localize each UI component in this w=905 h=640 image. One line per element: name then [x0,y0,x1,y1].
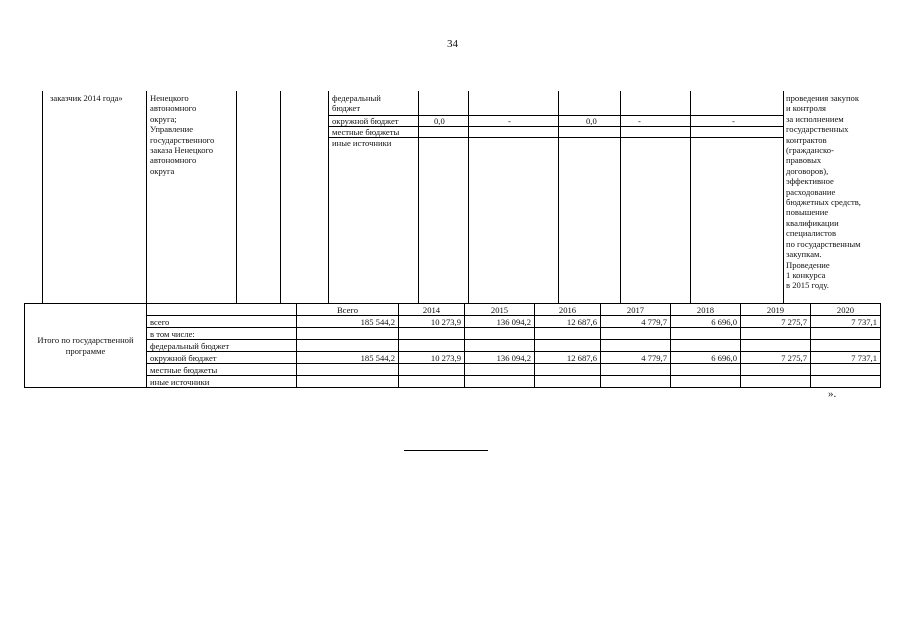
expected-result-cell: проведения закупок и контроля за исполнением государственных контрактов (гражданско- правовых договоров), эффективное расходование бюджетных средств, повышение квалификации специалистов по государственным закупкам. Проведение 1 конкурса в 2015 году. [786,93,861,291]
table-border [146,91,147,303]
totals-label: Итого по государственной программе [25,304,147,388]
row-name: окружной бюджет [147,352,297,364]
value-cell: 6 696,0 [671,352,741,364]
page-number: 34 [447,38,458,50]
executor-org-cell: Ненецкого автономного округа; Управление государственного заказа Ненецкого автономного округа [150,93,215,176]
header-cell: 2020 [811,304,881,316]
table-row [25,352,881,364]
value-cell [671,364,741,376]
value-cell [297,376,399,388]
value-cell [297,364,399,376]
header-cell: 2017 [601,304,671,316]
table-border [328,91,329,303]
value-cell [297,328,399,340]
value-cell [535,328,601,340]
header-cell: 2019 [741,304,811,316]
value-cell: 136 094,2 [465,352,535,364]
table-row [25,376,881,388]
source-federal: федеральный бюджет [332,93,381,114]
value-cell [465,328,535,340]
okrug-2015: - [508,116,511,126]
value-cell [535,376,601,388]
okrug-2018: - [732,116,735,126]
value-cell [399,328,465,340]
header-cell: 2018 [671,304,741,316]
value-cell: 4 779,7 [601,316,671,328]
okrug-2016: 0,0 [586,116,597,126]
value-cell [601,376,671,388]
table-row [25,340,881,352]
value-cell: 10 273,9 [399,352,465,364]
value-cell [465,376,535,388]
value-cell [671,376,741,388]
header-cell: Всего [297,304,399,316]
value-cell [399,376,465,388]
value-cell [535,364,601,376]
closing-quote: ». [828,388,837,400]
table-border [468,91,469,303]
value-cell: 136 094,2 [465,316,535,328]
program-table-fragment [42,91,882,303]
value-cell: 12 687,6 [535,352,601,364]
value-cell [741,364,811,376]
value-cell: 7 275,7 [741,316,811,328]
footer-rule [404,450,488,451]
row-name: всего [147,316,297,328]
okrug-2014: 0,0 [434,116,445,126]
header-cell: 2014 [399,304,465,316]
source-okrug: окружной бюджет [332,116,399,126]
value-cell: 4 779,7 [601,352,671,364]
table-border [280,91,281,303]
table-border [418,91,419,303]
value-cell [811,364,881,376]
value-cell [671,340,741,352]
table-row [25,328,881,340]
value-cell: 7 737,1 [811,316,881,328]
table-border [558,91,559,303]
value-cell: 185 544,2 [297,316,399,328]
row-name: федеральный бюджет [147,340,297,352]
table-border [620,91,621,303]
source-other: иные источники [332,138,392,148]
header-blank [147,304,297,316]
value-cell: 10 273,9 [399,316,465,328]
value-cell [601,340,671,352]
value-cell [741,376,811,388]
value-cell: 12 687,6 [535,316,601,328]
source-local: местные бюджеты [332,127,400,137]
program-totals-table [24,303,881,388]
row-name: местные бюджеты [147,364,297,376]
value-cell [465,364,535,376]
table-border [42,91,43,303]
table-border [236,91,237,303]
value-cell [811,340,881,352]
value-cell [741,328,811,340]
row-name: в том числе: [147,328,297,340]
value-cell [465,340,535,352]
okrug-2017: - [638,116,641,126]
value-cell [811,376,881,388]
value-cell: 7 737,1 [811,352,881,364]
value-cell [399,364,465,376]
value-cell: 7 275,7 [741,352,811,364]
table-row [25,304,881,316]
value-cell: 6 696,0 [671,316,741,328]
value-cell [399,340,465,352]
table-border [690,91,691,303]
value-cell [601,328,671,340]
value-cell [671,328,741,340]
executor-cell: заказчик 2014 года» [50,93,123,103]
table-row [25,364,881,376]
header-cell: 2016 [535,304,601,316]
value-cell [535,340,601,352]
value-cell [601,364,671,376]
value-cell [811,328,881,340]
table-row [25,316,881,328]
header-cell: 2015 [465,304,535,316]
value-cell [741,340,811,352]
table-border [783,91,784,303]
value-cell [297,340,399,352]
value-cell: 185 544,2 [297,352,399,364]
row-name: иные источники [147,376,297,388]
